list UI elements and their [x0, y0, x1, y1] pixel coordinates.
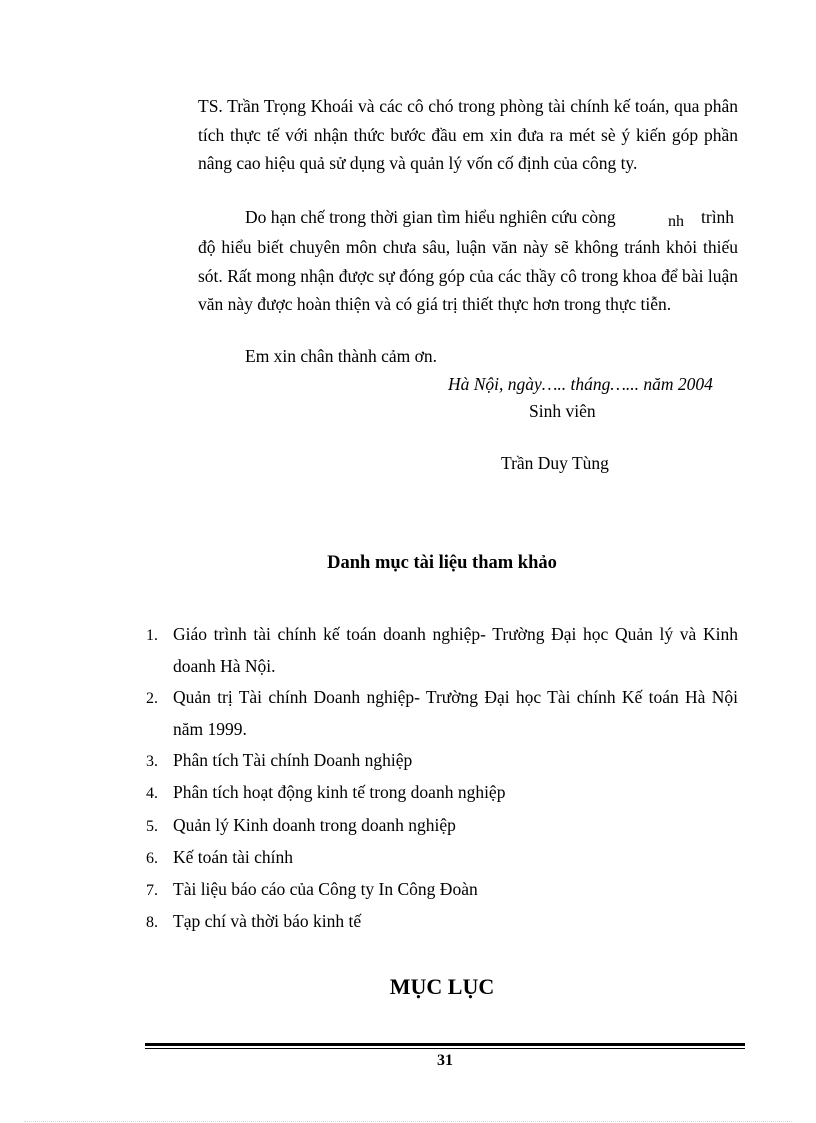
- list-item-text: Kế toán tài chính: [173, 847, 294, 867]
- list-item-text: Quản lý Kinh doanh trong doanh nghiệp: [173, 815, 456, 835]
- signature-role: Sinh viên: [529, 401, 596, 421]
- list-item-text: Phân tích Tài chính Doanh nghiệp: [173, 750, 413, 770]
- thanks-line: Em xin chân thành cảm ơn.: [245, 346, 437, 366]
- list-item-text: Quản trị Tài chính Doanh nghiệp- Trường Đại học Tài chính Kế toán Hà Nội năm 1999.: [173, 687, 738, 739]
- list-item-text: Phân tích hoạt động kinh tế trong doanh nghiệp: [173, 782, 506, 802]
- signature-name: Trần Duy Tùng: [501, 453, 609, 473]
- list-item-number: 4.: [146, 785, 158, 802]
- list-item-number: 2.: [146, 690, 158, 707]
- limitations-paragraph: độ hiểu biết chuyên môn chưa sâu, luận văn này sẽ không tránh khỏi thiếu sót. Rất mong nhận được sự đóng góp của các thầy cô trong khoa để bài luận văn này được hoàn thiện và có giá trị thiết thực hơn trong thực tiễn.: [198, 237, 738, 314]
- list-item-number: 6.: [146, 850, 158, 867]
- intro-paragraph: TS. Trần Trọng Khoái và các cô chó trong phòng tài chính kế toán, qua phân tích thực tế với nhận thức bước đầu em xin đưa ra mét sè ý kiến góp phần nâng cao hiệu quả sử dụng và quản lý vốn cố định của công ty.: [198, 96, 738, 173]
- list-item-number: 3.: [146, 753, 158, 770]
- list-item-text: Tạp chí và thời báo kinh tế: [173, 911, 362, 931]
- paragraph-2-line-end: trình: [701, 207, 735, 227]
- page-edge-divider: [24, 1121, 792, 1122]
- paragraph-2-first-line: [245, 207, 616, 228]
- toc-heading: MỤC LỤC: [389, 974, 495, 999]
- footer-rule-thick: [145, 1043, 745, 1046]
- list-item-text: Tài liệu báo cáo của Công ty In Công Đoàn: [173, 879, 478, 899]
- list-item-number: 5.: [146, 818, 158, 835]
- date-line: Hà Nội, ngày….. tháng…... năm 2004: [448, 374, 713, 394]
- paragraph-2-stray-fragment: nh: [668, 213, 684, 230]
- list-item-number: 1.: [146, 627, 158, 644]
- list-item-number: 8.: [146, 914, 158, 931]
- references-heading: Danh mục tài liệu tham khảo: [327, 553, 557, 573]
- list-item-text: Giáo trình tài chính kế toán doanh nghiệp- Trường Đại học Quản lý và Kinh doanh Hà Nội.: [173, 624, 738, 676]
- paragraph-2-line-start: Do hạn chế trong thời gian tìm hiểu nghiên cứu còng: [245, 207, 616, 227]
- page-number: 31: [437, 1052, 453, 1069]
- footer-rule-thin: [145, 1048, 745, 1049]
- list-item-number: 7.: [146, 882, 158, 899]
